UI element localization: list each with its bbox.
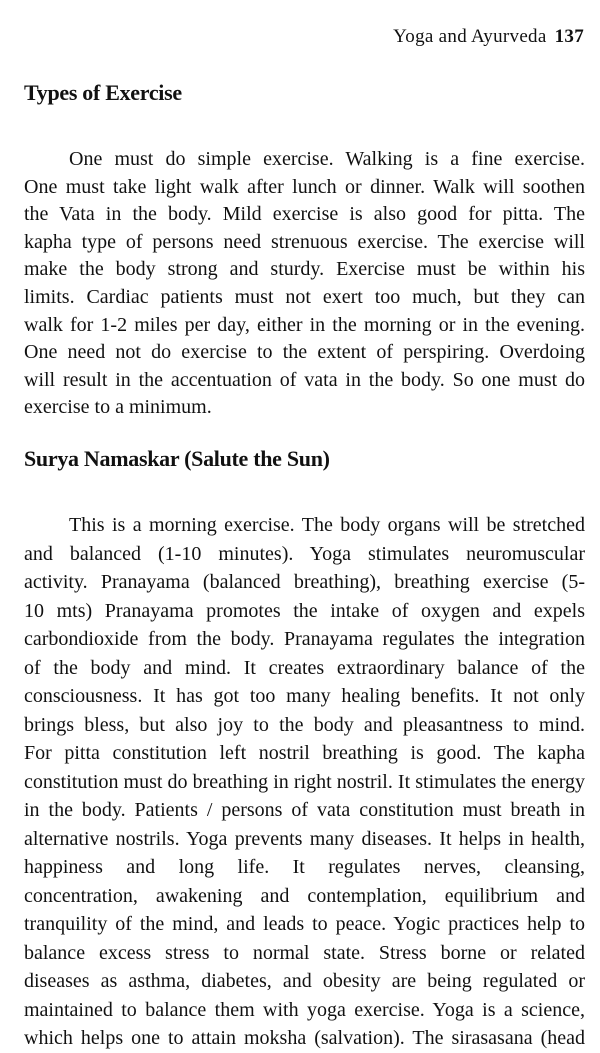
section-heading-surya-namaskar: Surya Namaskar (Salute the Sun) bbox=[24, 446, 330, 471]
text-line: One need not do exercise to the extent of perspiring. Overdoing bbox=[24, 341, 585, 364]
text-line: 10 mts) Pranayama promotes the intake of oxygen and expels bbox=[24, 599, 585, 622]
text-line: carbondioxide from the body. Pranayama regulates the integration bbox=[24, 628, 585, 650]
text-line: balance excess stress to normal state. Stress borne or related bbox=[24, 941, 585, 964]
text-line: exercise to a minimum. bbox=[24, 396, 212, 419]
text-line: happiness and long life. It regulates nerves, cleansing, bbox=[24, 856, 585, 878]
text-line: diseases as asthma, diabetes, and obesity are being regulated or bbox=[24, 970, 585, 992]
text-line: which helps one to attain moksha (salvation). The sirasasana (head bbox=[24, 1027, 585, 1049]
text-line: constitution must do breathing in right nostril. It stimulates the energy bbox=[24, 770, 585, 793]
text-line: This is a morning exercise. The body organs will be stretched bbox=[69, 514, 585, 536]
text-line: One must take light walk after lunch or dinner. Walk will soothen bbox=[24, 175, 585, 198]
text-line: For pitta constitution left nostril breathing is good. The kapha bbox=[24, 742, 585, 764]
text-line: consciousness. It has got too many healing benefits. It not only bbox=[24, 685, 585, 707]
text-line: activity. Pranayama (balanced breathing), breathing exercise (5- bbox=[24, 571, 585, 593]
text-line: and balanced (1-10 minutes). Yoga stimulates neuromuscular bbox=[24, 542, 585, 565]
text-line: limits. Cardiac patients must not exert too much, but they can bbox=[24, 285, 585, 308]
text-line: concentration, awakening and contemplation, equilibrium and bbox=[24, 884, 585, 907]
text-line: maintained to balance them with yoga exercise. Yoga is a science, bbox=[24, 998, 585, 1021]
text-line: kapha type of persons need strenuous exercise. The exercise will bbox=[24, 230, 585, 253]
paragraph-surya-namaskar bbox=[24, 511, 585, 1053]
text-line: brings bless, but also joy to the body and pleasantness to mind. bbox=[24, 713, 585, 736]
running-title: Yoga and Ayurveda bbox=[393, 26, 547, 47]
text-line: in the body. Patients / persons of vata constitution must breath in bbox=[24, 799, 585, 821]
section-heading-types-of-exercise: Types of Exercise bbox=[24, 80, 182, 105]
text-line: One must do simple exercise. Walking is a fine exercise. bbox=[69, 148, 585, 170]
text-line: alternative nostrils. Yoga prevents many diseases. It helps in health, bbox=[24, 827, 585, 850]
running-header bbox=[393, 26, 584, 48]
page-number: 137 bbox=[554, 26, 584, 47]
text-line: walk for 1-2 miles per day, either in the morning or in the evening. bbox=[24, 313, 585, 336]
text-line: tranquility of the mind, and leads to peace. Yogic practices help to bbox=[24, 913, 585, 935]
text-line: the Vata in the body. Mild exercise is also good for pitta. The bbox=[24, 203, 585, 226]
text-line: will result in the accentuation of vata in the body. So one must do bbox=[24, 368, 585, 391]
text-line: make the body strong and sturdy. Exercise must be within his bbox=[24, 258, 585, 281]
paragraph-types-of-exercise bbox=[24, 146, 585, 422]
text-line: of the body and mind. It creates extraordinary balance of the bbox=[24, 656, 585, 679]
